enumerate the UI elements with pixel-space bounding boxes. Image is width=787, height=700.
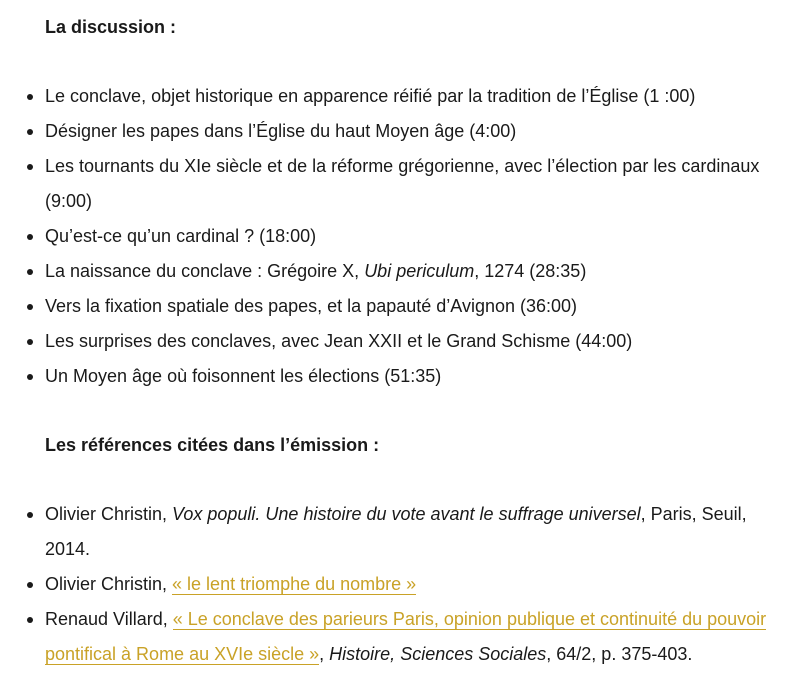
list-item-italic-title: Ubi periculum xyxy=(364,261,475,281)
reference-details: , 64/2, p. 375-403. xyxy=(546,644,693,664)
list-item-text: Le conclave, objet historique en apparence réifié par la tradition de l’Église (1 :00) xyxy=(45,86,696,106)
list-item-text: Les surprises des conclaves, avec Jean XXII et le Grand Schisme (44:00) xyxy=(45,331,633,351)
list-item xyxy=(0,359,770,394)
list-item-text: Un Moyen âge où foisonnent les élections (51:35) xyxy=(45,366,442,386)
reference-item xyxy=(0,602,770,672)
reference-link[interactable]: « Le conclave des parieurs Paris, opinion publique et continuité du pouvoir pontifical à Rome au XVIe siècle » xyxy=(45,609,767,664)
list-item-text: La naissance du conclave : Grégoire X, xyxy=(45,261,365,281)
references-list xyxy=(0,497,770,672)
discussion-heading: La discussion : xyxy=(45,17,177,37)
reference-journal: Histoire, Sciences Sociales xyxy=(329,644,547,664)
references-heading: Les références citées dans l’émission : xyxy=(45,435,380,455)
list-item-text: Désigner les papes dans l’Église du haut Moyen âge (4:00) xyxy=(45,121,517,141)
list-item xyxy=(0,114,770,149)
reference-title: Vox populi. Une histoire du vote avant le suffrage universel xyxy=(172,504,641,524)
reference-author: Olivier Christin, xyxy=(45,574,173,594)
list-item xyxy=(0,219,770,254)
list-item xyxy=(0,254,770,289)
list-item xyxy=(0,79,770,114)
list-item-text: Vers la fixation spatiale des papes, et la papauté d’Avignon (36:00) xyxy=(45,296,578,316)
discussion-list xyxy=(0,79,770,394)
list-item-text: , 1274 (28:35) xyxy=(474,261,587,281)
list-item xyxy=(0,324,770,359)
reference-author: Renaud Villard, xyxy=(45,609,173,629)
list-item xyxy=(0,289,770,324)
reference-author: Olivier Christin, xyxy=(45,504,173,524)
list-item-text: Qu’est-ce qu’un cardinal ? (18:00) xyxy=(45,226,317,246)
reference-separator: , xyxy=(319,644,330,664)
list-item-text: Les tournants du XIe siècle et de la réforme grégorienne, avec l’élection par les cardinaux (9:00) xyxy=(45,156,760,211)
reference-link[interactable]: « le lent triomphe du nombre » xyxy=(172,574,417,594)
reference-details: , Paris, Seuil, 2014. xyxy=(45,504,747,559)
reference-item xyxy=(0,497,770,567)
list-item xyxy=(0,149,770,219)
reference-item xyxy=(0,567,770,602)
